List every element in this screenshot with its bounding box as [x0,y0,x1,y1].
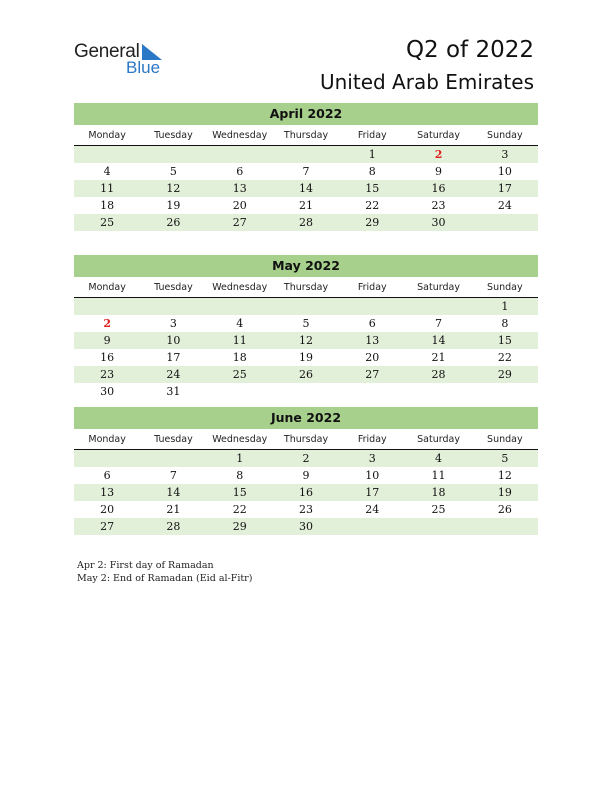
weekday-label: Saturday [417,282,460,293]
day-cell [273,146,339,163]
day-cell: 9 [103,334,111,347]
day-cell: 28 [166,520,181,533]
month-title: May 2022 [74,255,538,277]
weekday-header [74,279,538,298]
day-cell: 7 [435,317,443,330]
day-cell: 4 [435,452,443,465]
weekday-label: Friday [357,282,387,293]
weekday-header [74,127,538,146]
day-cell [74,146,140,163]
day-cell: 19 [298,351,313,364]
day-cell: 2 [434,148,443,161]
weekday-label: Tuesday [154,434,193,445]
day-cell: 26 [497,503,512,516]
month-may [74,255,538,400]
day-cell: 15 [232,486,247,499]
weekday-label: Saturday [417,434,460,445]
day-cell: 5 [302,317,310,330]
day-cell: 23 [431,199,446,212]
month-weeks [74,146,538,231]
week-row [74,214,538,231]
day-cell: 16 [431,182,446,195]
month-weeks [74,298,538,400]
weekday-label: Monday [88,434,126,445]
day-cell: 4 [236,317,244,330]
day-cell: 24 [497,199,512,212]
day-cell [207,383,273,400]
day-cell [339,383,405,400]
weekday-label: Saturday [417,130,460,141]
day-cell: 20 [232,199,247,212]
day-cell [339,298,405,315]
week-row [74,180,538,197]
day-cell: 19 [166,199,181,212]
day-cell: 22 [365,199,380,212]
day-cell: 13 [232,182,247,195]
week-row [74,484,538,501]
week-row [74,501,538,518]
logo-blue-text: Blue [126,58,161,77]
day-cell: 6 [368,317,376,330]
day-cell: 4 [103,165,111,178]
day-cell: 14 [298,182,313,195]
day-cell: 8 [368,165,376,178]
day-cell: 25 [100,216,115,229]
month-title: June 2022 [74,407,538,429]
day-cell: 14 [431,334,446,347]
day-cell: 6 [236,165,244,178]
day-cell: 7 [302,165,310,178]
day-cell: 16 [100,351,115,364]
weekday-label: Sunday [487,130,523,141]
country-subtitle: United Arab Emirates [319,70,534,94]
day-cell: 5 [501,452,509,465]
holiday-notes [77,560,252,585]
day-cell: 13 [100,486,115,499]
day-cell [74,450,140,467]
weekday-label: Friday [357,434,387,445]
day-cell: 12 [497,469,512,482]
day-cell [472,518,538,535]
day-cell: 17 [497,182,512,195]
day-cell: 9 [302,469,310,482]
weekday-header [74,431,538,450]
day-cell: 21 [431,351,446,364]
page-title: Q2 of 2022 [405,37,534,63]
day-cell: 1 [236,452,244,465]
day-cell [339,518,405,535]
day-cell: 28 [298,216,313,229]
day-cell: 3 [169,317,177,330]
day-cell [140,146,206,163]
day-cell: 11 [232,334,247,347]
weekday-label: Tuesday [154,282,193,293]
day-cell: 12 [298,334,313,347]
day-cell: 15 [365,182,380,195]
day-cell [140,298,206,315]
day-cell: 10 [497,165,512,178]
day-cell: 30 [431,216,446,229]
day-cell: 30 [298,520,313,533]
day-cell: 30 [100,385,115,398]
week-row [74,332,538,349]
day-cell: 8 [501,317,509,330]
day-cell: 25 [431,503,446,516]
holiday-note: Apr 2: First day of Ramadan [77,560,214,571]
day-cell: 21 [298,199,313,212]
day-cell: 3 [501,148,509,161]
day-cell: 1 [368,148,376,161]
day-cell: 20 [100,503,115,516]
day-cell: 27 [232,216,247,229]
logo-general-text: General [74,41,140,62]
day-cell: 2 [103,317,111,330]
day-cell [273,298,339,315]
holiday-note: May 2: End of Ramadan (Eid al-Fitr) [77,572,253,584]
day-cell: 16 [298,486,313,499]
day-cell: 17 [166,351,181,364]
month-june [74,407,538,535]
day-cell: 21 [166,503,181,516]
weekday-label: Thursday [283,434,329,445]
week-row [74,315,538,332]
week-row [74,450,538,467]
day-cell: 10 [365,469,380,482]
day-cell: 11 [431,469,446,482]
week-row [74,298,538,315]
weekday-label: Wednesday [212,282,268,293]
day-cell: 29 [497,368,512,381]
day-cell: 1 [501,300,509,313]
day-cell [405,518,471,535]
week-row [74,467,538,484]
day-cell: 28 [431,368,446,381]
day-cell [140,450,206,467]
day-cell: 12 [166,182,181,195]
week-row [74,146,538,163]
day-cell: 18 [431,486,446,499]
day-cell: 24 [166,368,181,381]
day-cell [74,298,140,315]
weekday-label: Sunday [487,282,523,293]
day-cell: 20 [365,351,380,364]
weekday-label: Friday [357,130,387,141]
day-cell: 7 [169,469,177,482]
day-cell: 24 [365,503,380,516]
day-cell [207,298,273,315]
month-title: April 2022 [74,103,538,125]
day-cell: 13 [365,334,380,347]
day-cell: 23 [100,368,115,381]
weekday-label: Monday [88,282,126,293]
day-cell: 17 [365,486,380,499]
day-cell: 5 [169,165,177,178]
week-row [74,366,538,383]
week-row [74,349,538,366]
weekday-label: Monday [88,130,126,141]
day-cell: 9 [435,165,443,178]
week-row [74,163,538,180]
day-cell: 29 [365,216,380,229]
day-cell: 26 [166,216,181,229]
day-cell [207,146,273,163]
day-cell: 8 [236,469,244,482]
day-cell: 31 [166,385,181,398]
day-cell: 15 [497,334,512,347]
weekday-label: Sunday [487,434,523,445]
day-cell: 18 [232,351,247,364]
month-april [74,103,538,231]
day-cell: 27 [365,368,380,381]
month-weeks [74,450,538,535]
logo [74,41,161,77]
weekday-label: Wednesday [212,130,268,141]
day-cell: 2 [302,452,310,465]
day-cell: 27 [100,520,115,533]
day-cell: 26 [298,368,313,381]
day-cell [472,383,538,400]
day-cell: 25 [232,368,247,381]
week-row [74,197,538,214]
day-cell: 3 [368,452,376,465]
weekday-label: Wednesday [212,434,268,445]
day-cell: 22 [497,351,512,364]
day-cell: 18 [100,199,115,212]
day-cell: 23 [298,503,313,516]
day-cell: 19 [497,486,512,499]
week-row [74,518,538,535]
day-cell: 11 [100,182,115,195]
day-cell [273,383,339,400]
day-cell [405,298,471,315]
weekday-label: Thursday [283,282,329,293]
day-cell: 14 [166,486,181,499]
day-cell: 22 [232,503,247,516]
day-cell: 10 [166,334,181,347]
week-row [74,383,538,400]
weekday-label: Thursday [283,130,329,141]
day-cell [472,214,538,231]
day-cell [405,383,471,400]
day-cell: 29 [232,520,247,533]
weekday-label: Tuesday [154,130,193,141]
day-cell: 6 [103,469,111,482]
